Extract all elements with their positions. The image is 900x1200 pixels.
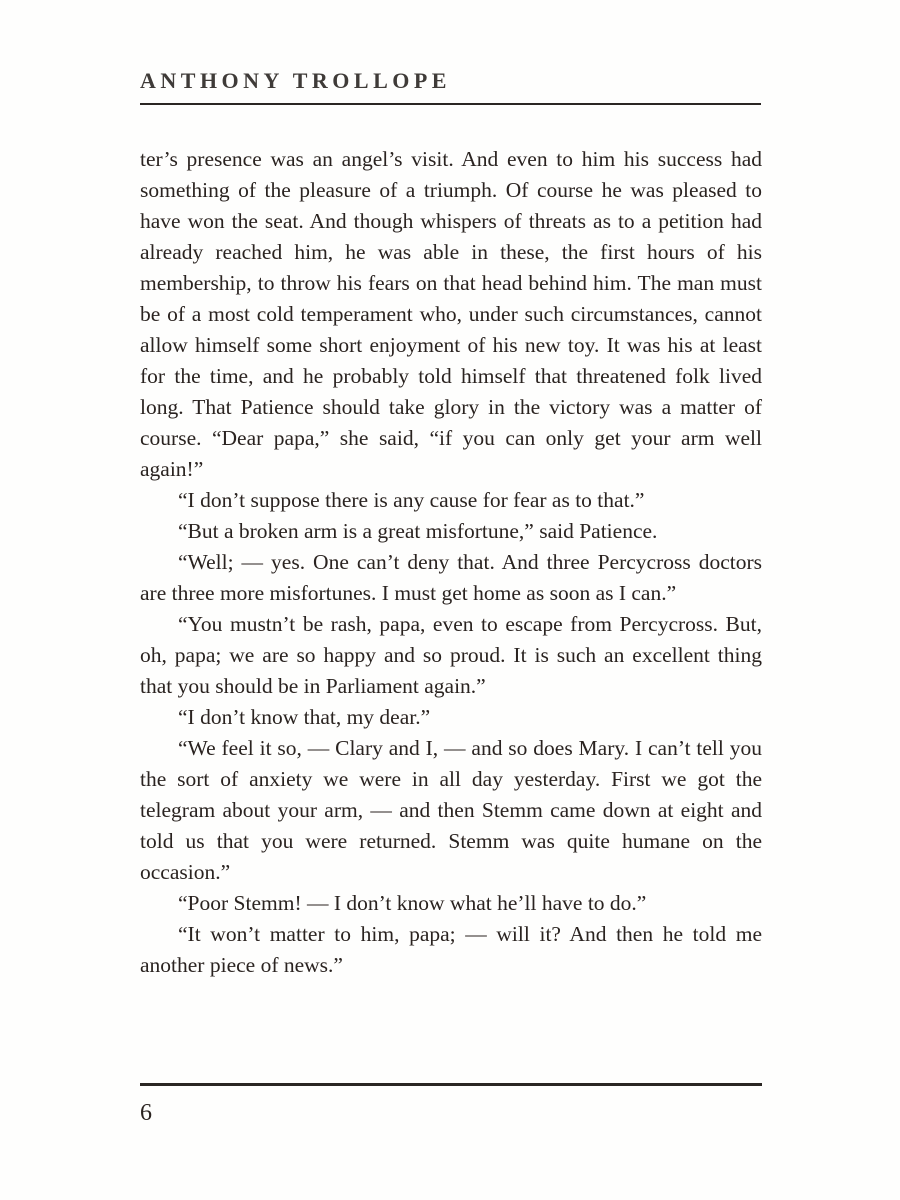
paragraph: “We feel it so, — Clary and I, — and so does Mary. I can’t tell you the sort of anxiety we were in all day yesterday. First we got the telegram about your arm, — and then Stemm came down at eight and told us that you were returned. Stemm was quite humane on the occasion.” <box>140 736 762 884</box>
paragraph: “But a broken arm is a great misfortune,” said Patience. <box>178 519 658 543</box>
footer-rule <box>140 1083 762 1086</box>
paragraph: “Poor Stemm! — I don’t know what he’ll have to do.” <box>178 891 647 915</box>
paragraph: “You mustn’t be rash, papa, even to escape from Percycross. But, oh, papa; we are so happy and so proud. It is such an excellent thing that you should be in Parliament again.” <box>140 612 762 698</box>
author-header-title: ANTHONY TROLLOPE <box>140 68 451 93</box>
page-body-text <box>140 144 762 981</box>
paragraph: “I don’t know that, my dear.” <box>178 705 431 729</box>
paragraph: “Well; — yes. One can’t deny that. And three Percycross doctors are three more misfortunes. I must get home as soon as I can.” <box>140 550 762 605</box>
header-rule <box>140 103 761 105</box>
paragraph: “It won’t matter to him, papa; — will it? And then he told me another piece of news.” <box>140 922 762 977</box>
page-footer <box>140 1083 762 1127</box>
running-header <box>140 68 761 105</box>
page-number: 6 <box>140 1100 152 1126</box>
paragraph: “I don’t suppose there is any cause for fear as to that.” <box>178 488 645 512</box>
paragraph: ter’s presence was an angel’s visit. And even to him his success had something of the pleasure of a triumph. Of course he was pleased to have won the seat. And though whispers of threats as to a petition had already reached him, he was able in these, the first hours of his membership, to throw his fears on that head behind him. The man must be of a most cold temperament who, under such circumstances, cannot allow himself some short enjoyment of his new toy. It was his at least for the time, and he probably told himself that threatened folk lived long. That Patience should take glory in the victory was a matter of course. “Dear papa,” she said, “if you can only get your arm well again!” <box>140 147 762 481</box>
